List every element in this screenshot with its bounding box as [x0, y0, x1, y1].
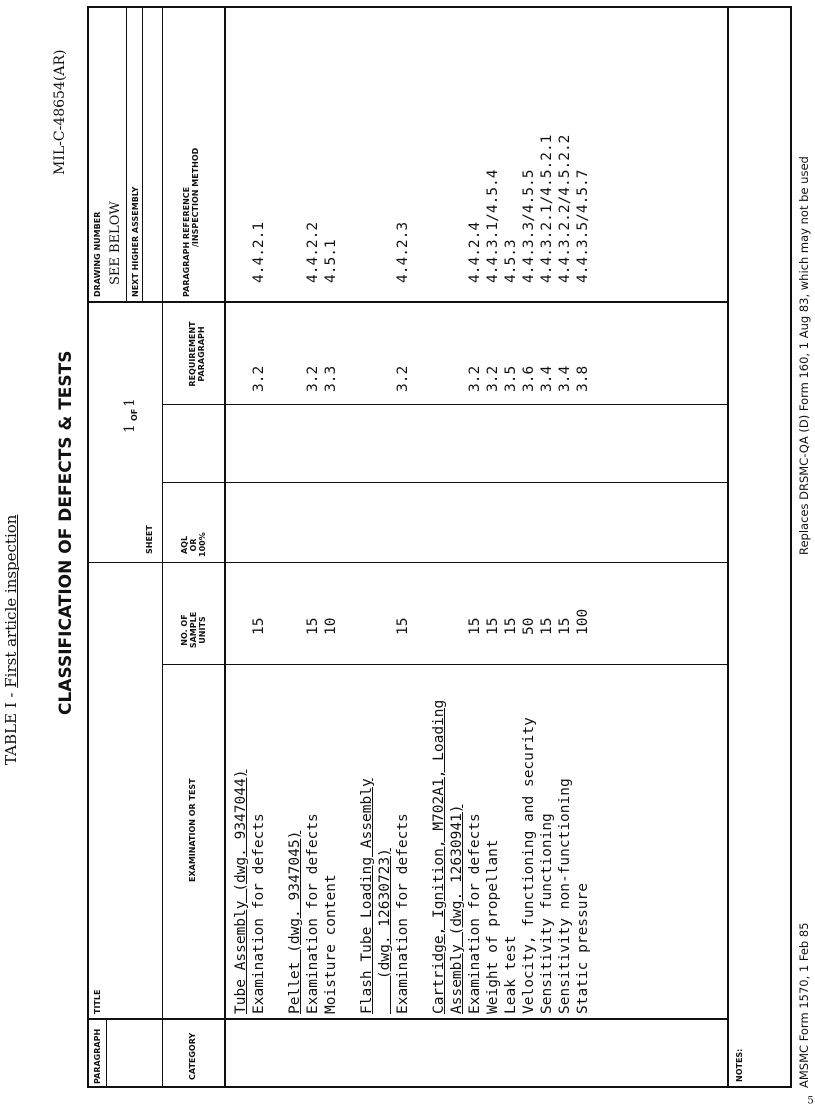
exam-row-text: Flash Tube Loading Assembly [359, 778, 375, 1014]
exam-row-text: (dwg. 12630723) [377, 848, 393, 1014]
sheet-number: 1 [122, 424, 138, 433]
exam-row-text: Examination for defects [305, 813, 321, 1014]
sample-units-cell [358, 609, 376, 635]
reference-cell [286, 135, 304, 283]
header-paragraph-ref [182, 148, 200, 297]
exam-row-text: Examination for defects [395, 813, 411, 1014]
line-notes [727, 6, 729, 1088]
requirement-cell [340, 366, 358, 392]
exam-row-text [412, 700, 430, 1014]
sample-units-cell [376, 609, 394, 635]
requirement-cell: 3.5 [503, 365, 519, 392]
line-nha [142, 6, 143, 303]
reference-cell: 4.4.3.2.2/4.5.2.2 [557, 134, 573, 283]
reference-cell: 4.5.1 [323, 239, 339, 283]
sample-units-cell: 15 [503, 617, 519, 635]
table-title [2, 515, 20, 765]
requirement-cell [286, 366, 304, 392]
requirement-cell: 3.8 [575, 365, 591, 392]
header-category: CATEGORY [188, 1032, 197, 1080]
header-req-l2: PARAGRAPH [197, 326, 206, 382]
header-next-higher-assembly: NEXT HIGHER ASSEMBLY [131, 186, 140, 297]
sample-units-cell [232, 609, 250, 635]
page-number: 5 [807, 1095, 814, 1107]
sample-units-cell [412, 609, 430, 635]
sample-units-cell [430, 609, 448, 635]
line-drawing [126, 6, 127, 303]
header-requirement [188, 305, 206, 403]
line-header-bottom [224, 6, 226, 1088]
exam-row-text: Tube Assembly (dwg. 9347044) [233, 769, 249, 1014]
sample-units-cell [268, 609, 286, 635]
header-req-l1: REQUIREMENT [188, 321, 197, 387]
main-heading: CLASSIFICATION OF DEFECTS & TESTS [56, 350, 76, 715]
header-aql-l3: 100% [198, 532, 207, 557]
header-title: TITLE [93, 989, 102, 1014]
reference-cell [412, 135, 430, 283]
header-sheet: SHEET [145, 525, 154, 554]
header-drawing-number: DRAWING NUMBER [93, 211, 102, 297]
reference-cell [376, 135, 394, 283]
line-header-mid [162, 6, 163, 1088]
exam-row-text [268, 700, 286, 1014]
header-sample-units [180, 600, 207, 660]
reference-cell: 4.4.3.2.1/4.5.2.1 [539, 134, 555, 283]
sample-units-cell: 15 [251, 617, 267, 635]
reference-cell: 4.4.2.3 [395, 221, 411, 283]
requirement-cell: 3.3 [323, 365, 339, 392]
exam-row-text: Sensitivity functioning [539, 813, 555, 1014]
requirement-cell [448, 366, 466, 392]
exam-column [232, 700, 592, 1014]
drawing-number-value: SEE BELOW [108, 201, 123, 285]
header-sample-l1: NO. OF [180, 614, 189, 646]
header-aql-l2: OR [189, 538, 198, 552]
vline-title [87, 562, 727, 563]
reference-cell: 4.5.3 [503, 239, 519, 283]
requirement-cell: 3.6 [521, 365, 537, 392]
sample-units-cell: 100 [575, 608, 591, 635]
requirement-cell: 3.2 [305, 365, 321, 392]
requirement-cell [376, 366, 394, 392]
vline-exam [162, 664, 727, 665]
sample-units-cell: 10 [323, 617, 339, 635]
reference-cell: 4.4.2.1 [251, 221, 267, 283]
sample-units-cell: 15 [539, 617, 555, 635]
exam-row-text: Cartridge, Ignition, M702A1, Loading [431, 699, 447, 1014]
header-ref-l2: /INSPECTION METHOD [191, 147, 200, 247]
vline-units [162, 482, 727, 483]
reference-cell: 4.4.2.4 [467, 221, 483, 283]
requirement-cell [268, 366, 286, 392]
sheet-total: 1 [122, 398, 138, 407]
exam-row-text: Assembly (dwg. 12630941) [449, 804, 465, 1014]
requirement-cell: 3.4 [539, 365, 555, 392]
sample-units-cell [340, 609, 358, 635]
exam-row-text: Sensitivity non-functioning [557, 778, 573, 1014]
reference-column [232, 135, 592, 283]
spec-number: MIL-C-48654(AR) [52, 49, 68, 175]
exam-row-text: Examination for defects [251, 813, 267, 1014]
header-paragraph: PARAGRAPH [93, 1028, 102, 1084]
requirement-cell [430, 366, 448, 392]
exam-row-text: Examination for defects [467, 813, 483, 1014]
table-title-underlined: First article inspection [2, 514, 20, 688]
reference-cell: 4.4.3.5/4.5.7 [575, 169, 591, 283]
requirement-column [232, 366, 592, 392]
requirement-cell [412, 366, 430, 392]
header-ref-l1: PARAGRAPH REFERENCE [182, 186, 191, 297]
reference-cell: 4.4.3.1/4.5.4 [485, 169, 501, 283]
units-column [232, 609, 592, 635]
vline-aql [162, 404, 727, 405]
reference-cell [358, 135, 376, 283]
footer-replaces: Replaces DRSMC-QA (D) Form 160, 1 Aug 83, which may not be used [797, 156, 811, 555]
header-aql [180, 533, 207, 557]
reference-cell: 4.4.3.3/4.5.5 [521, 169, 537, 283]
exam-row-text: Leak test [503, 935, 519, 1014]
sample-units-cell: 15 [485, 617, 501, 635]
reference-cell [430, 135, 448, 283]
header-exam: EXAMINATION OR TEST [188, 778, 197, 882]
reference-cell [232, 135, 250, 283]
exam-row-text: Weight of propellant [485, 839, 501, 1014]
exam-row-text: Velocity, functioning and security [521, 717, 537, 1014]
sample-units-cell [448, 609, 466, 635]
sample-units-cell: 50 [521, 617, 537, 635]
requirement-cell: 3.2 [395, 365, 411, 392]
notes-label: NOTES: [735, 1048, 744, 1082]
sheet-of: OF [130, 408, 139, 421]
exam-row-text: Moisture content [323, 874, 339, 1014]
requirement-cell: 3.2 [251, 365, 267, 392]
vline-req [87, 301, 727, 303]
header-sample-l2: SAMPLE [189, 611, 198, 649]
requirement-cell [232, 366, 250, 392]
requirement-cell: 3.4 [557, 365, 573, 392]
sample-units-cell [286, 609, 304, 635]
table-title-prefix: TABLE I - [2, 687, 20, 765]
vline-category [87, 1018, 727, 1020]
sample-units-cell: 15 [467, 617, 483, 635]
requirement-cell: 3.2 [485, 365, 501, 392]
line-paragraph [106, 1020, 107, 1088]
header-sample-l3: UNITS [198, 616, 207, 644]
reference-cell: 4.4.2.2 [305, 221, 321, 283]
reference-cell [268, 135, 286, 283]
header-aql-l1: AQL [180, 535, 189, 555]
reference-cell [448, 135, 466, 283]
footer-form-id: AMSMC Form 1570, 1 Feb 85 [797, 922, 811, 1088]
sample-units-cell: 15 [395, 617, 411, 635]
exam-row-text: Static pressure [575, 883, 591, 1014]
exam-row-text [340, 700, 358, 1014]
requirement-cell: 3.2 [467, 365, 483, 392]
reference-cell [340, 135, 358, 283]
requirement-cell [358, 366, 376, 392]
exam-row-text: Pellet (dwg. 9347045) [287, 830, 303, 1014]
sample-units-cell: 15 [305, 617, 321, 635]
sample-units-cell: 15 [557, 617, 573, 635]
